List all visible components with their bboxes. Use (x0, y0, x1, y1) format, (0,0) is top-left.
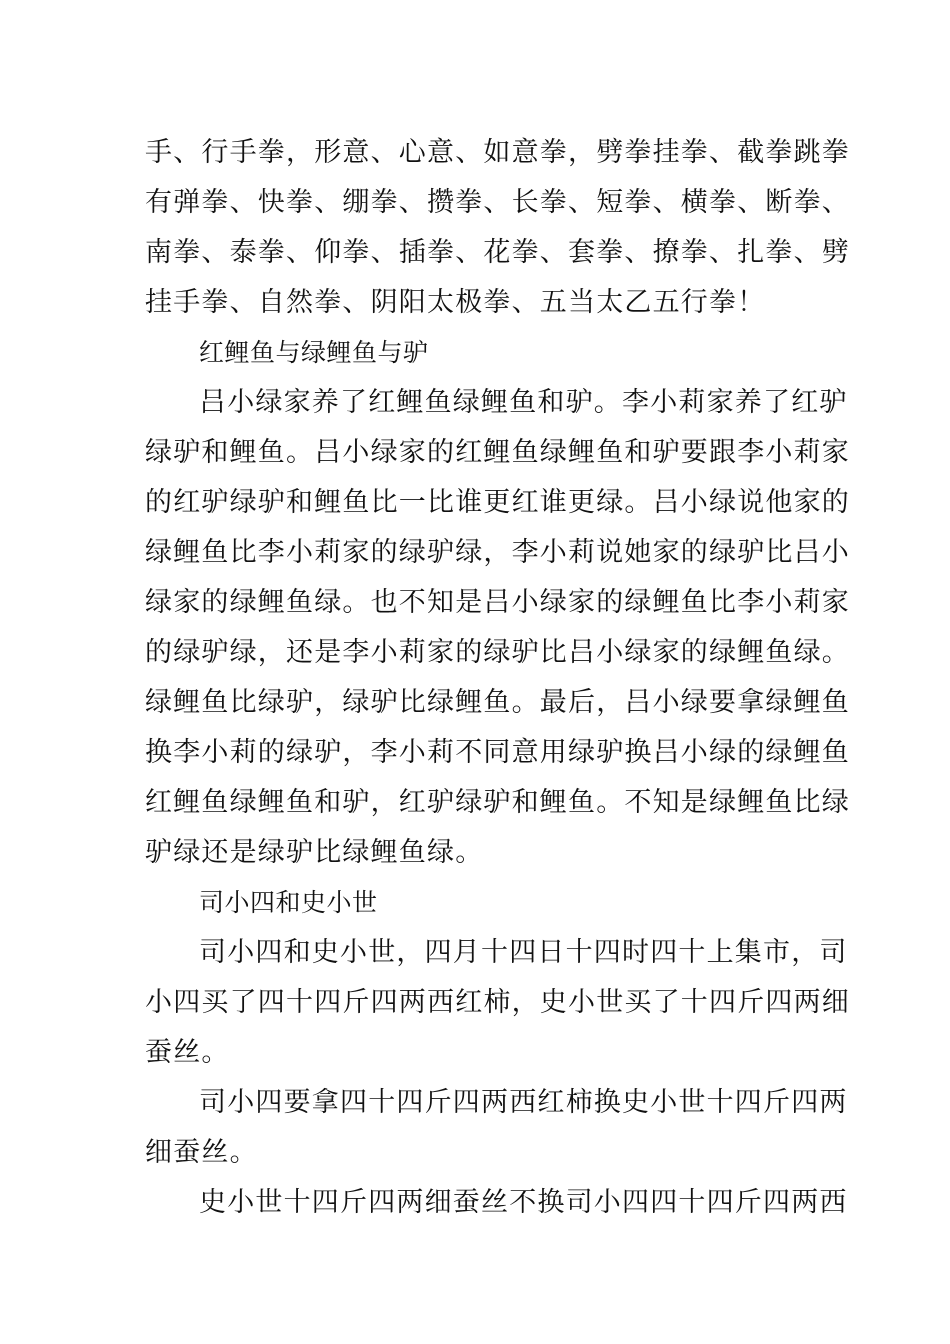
text-line: 绿家的绿鲤鱼绿。也不知是吕小绿家的绿鲤鱼比李小莉家 (145, 587, 850, 618)
text-line: 细蚕丝。 (145, 1137, 258, 1168)
text-line: 驴绿还是绿驴比绿鲤鱼绿。 (145, 837, 484, 868)
paragraph-si-2 (145, 1078, 848, 1178)
text-line: 的绿驴绿，还是李小莉家的绿驴比吕小绿家的绿鲤鱼绿。 (145, 637, 850, 668)
text-line: 司小四要拿四十四斤四两西红柿换史小世十四斤四两 (199, 1087, 848, 1118)
text-line: 换李小莉的绿驴，李小莉不同意用绿驴换吕小绿的绿鲤鱼 (145, 737, 850, 768)
document-page (145, 128, 850, 1228)
paragraph-carp-twister (145, 378, 850, 878)
text-line: 南拳、泰拳、仰拳、插拳、花拳、套拳、撩拳、扎拳、劈 (145, 237, 850, 268)
section-title-carp: 红鲤鱼与绿鲤鱼与驴 (199, 338, 429, 367)
text-line: 吕小绿家养了红鲤鱼绿鲤鱼和驴。李小莉家养了红驴 (199, 387, 848, 418)
section-title-si: 司小四和史小世 (199, 888, 378, 917)
text-line: 手、行手拳，形意、心意、如意拳，劈拳挂拳、截拳跳拳 (145, 137, 850, 168)
text-line: 小四买了四十四斤四两西红柿，史小世买了十四斤四两细 (145, 987, 850, 1018)
text-line: 的红驴绿驴和鲤鱼比一比谁更红谁更绿。吕小绿说他家的 (145, 487, 850, 518)
text-line: 挂手拳、自然拳、阴阳太极拳、五当太乙五行拳！ (145, 287, 766, 318)
text-line: 红鲤鱼绿鲤鱼和驴，红驴绿驴和鲤鱼。不知是绿鲤鱼比绿 (145, 787, 850, 818)
paragraph-si-1 (145, 928, 850, 1078)
text-line: 有弹拳、快拳、绷拳、攒拳、长拳、短拳、横拳、断拳、 (145, 187, 850, 218)
paragraph-boxing-styles (145, 128, 850, 328)
text-line: 蚕丝。 (145, 1037, 230, 1068)
text-line: 绿鲤鱼比绿驴，绿驴比绿鲤鱼。最后，吕小绿要拿绿鲤鱼 (145, 687, 850, 718)
text-line: 绿驴和鲤鱼。吕小绿家的红鲤鱼绿鲤鱼和驴要跟李小莉家 (145, 437, 850, 468)
text-line: 绿鲤鱼比李小莉家的绿驴绿，李小莉说她家的绿驴比吕小 (145, 537, 850, 568)
paragraph-si-3 (145, 1178, 848, 1228)
text-line: 史小世十四斤四两细蚕丝不换司小四四十四斤四两西 (199, 1187, 848, 1218)
text-line: 司小四和史小世，四月十四日十四时四十上集市，司 (199, 937, 848, 968)
